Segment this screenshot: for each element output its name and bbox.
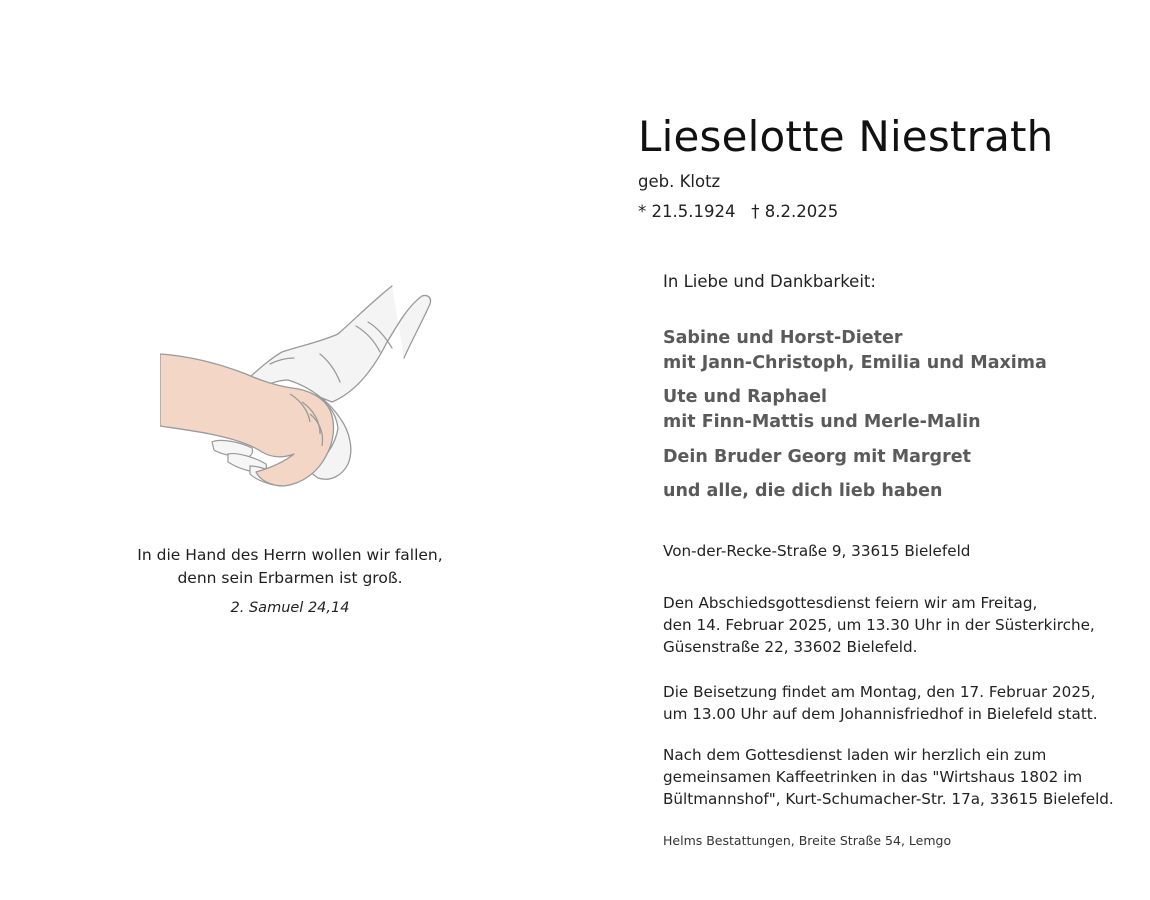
birth-date: * 21.5.1924	[638, 202, 736, 221]
intro-text: In Liebe und Dankbarkeit:	[663, 272, 876, 291]
family-line-6: und alle, die dich lieb haben	[663, 481, 943, 501]
bible-verse-line-2: denn sein Erbarmen ist groß.	[177, 569, 403, 587]
reception-line-2: gemeinsamen Kaffeetrinken in das "Wirtshaus 1802 im	[663, 768, 1083, 786]
clasped-hands-illustration	[160, 282, 440, 497]
family-line-1: Sabine und Horst-Dieter	[663, 328, 903, 348]
life-dates	[638, 202, 838, 221]
family-line-2: mit Jann-Christoph, Emilia und Maxima	[663, 353, 1047, 373]
birth-name: geb. Klotz	[638, 172, 721, 191]
bible-verse-line-1: In die Hand des Herrn wollen wir fallen,	[137, 546, 443, 564]
burial-line-1: Die Beisetzung findet am Montag, den 17. Februar 2025,	[663, 683, 1096, 701]
service-line-1: Den Abschiedsgottesdienst feiern wir am Freitag,	[663, 594, 1038, 612]
reception-line-3: Bültmannshof", Kurt-Schumacher-Str. 17a, 33615 Bielefeld.	[663, 790, 1114, 808]
burial-line-2: um 13.00 Uhr auf dem Johannisfriedhof in Bielefeld statt.	[663, 705, 1098, 723]
reception-line-1: Nach dem Gottesdienst laden wir herzlich ein zum	[663, 746, 1047, 764]
family-line-4: mit Finn-Mattis und Merle-Malin	[663, 412, 981, 432]
home-address: Von-der-Recke-Straße 9, 33615 Bielefeld	[663, 542, 971, 560]
service-line-3: Güsenstraße 22, 33602 Bielefeld.	[663, 638, 918, 656]
family-line-5: Dein Bruder Georg mit Margret	[663, 447, 971, 467]
deceased-name: Lieselotte Niestrath	[638, 112, 1054, 161]
family-line-3: Ute und Raphael	[663, 387, 828, 407]
service-line-2: den 14. Februar 2025, um 13.30 Uhr in der Süsterkirche,	[663, 616, 1095, 634]
death-date: † 8.2.2025	[751, 202, 839, 221]
undertaker-info: Helms Bestattungen, Breite Straße 54, Lemgo	[663, 833, 952, 848]
verse-reference: 2. Samuel 24,14	[230, 600, 350, 616]
